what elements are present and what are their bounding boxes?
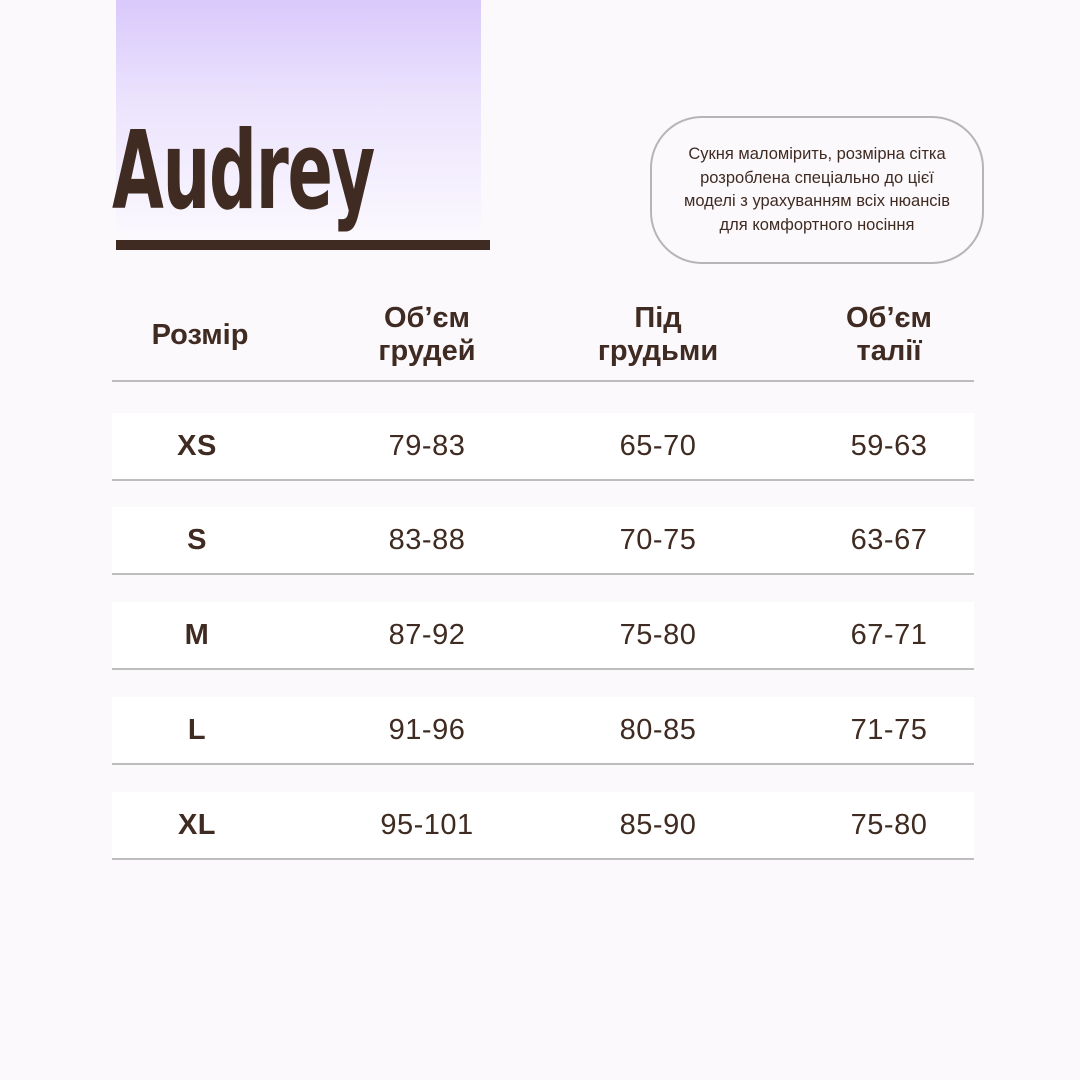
brand-title: Audrey	[112, 109, 375, 234]
table-row	[112, 792, 974, 860]
size-label: L	[187, 713, 207, 746]
underbust-value: 80-85	[619, 713, 697, 746]
table-row	[112, 413, 974, 481]
table-row	[112, 602, 974, 670]
header-bust: Об’єм грудей	[378, 302, 476, 367]
size-table-header	[112, 290, 974, 382]
underbust-value: 70-75	[619, 523, 697, 556]
header-underbust: Під грудьми	[597, 302, 719, 367]
waist-value: 63-67	[850, 523, 928, 556]
sizing-note-bubble	[650, 116, 984, 264]
bust-value: 95-101	[380, 808, 474, 841]
underbust-value: 85-90	[619, 808, 697, 841]
bust-value: 79-83	[388, 429, 466, 462]
sizing-note-text: Сукня маломірить, розмірна сітка розроблена спеціально до цієї моделі з урахуванням всіх нюансів для комфортного носіння	[684, 145, 950, 234]
bust-value: 91-96	[388, 713, 466, 746]
size-label: S	[187, 523, 207, 556]
underbust-value: 65-70	[619, 429, 697, 462]
size-label: XS	[177, 429, 217, 462]
table-row	[112, 507, 974, 575]
waist-value: 75-80	[850, 808, 928, 841]
header-waist: Об’єм талії	[846, 302, 932, 367]
table-row	[112, 697, 974, 765]
title-underline	[116, 240, 490, 250]
waist-value: 67-71	[850, 618, 928, 651]
bust-value: 87-92	[388, 618, 466, 651]
waist-value: 59-63	[850, 429, 928, 462]
header-size: Розмір	[151, 318, 249, 351]
underbust-value: 75-80	[619, 618, 697, 651]
bust-value: 83-88	[388, 523, 466, 556]
size-label: M	[184, 618, 210, 651]
size-label: XL	[177, 808, 217, 841]
waist-value: 71-75	[850, 713, 928, 746]
